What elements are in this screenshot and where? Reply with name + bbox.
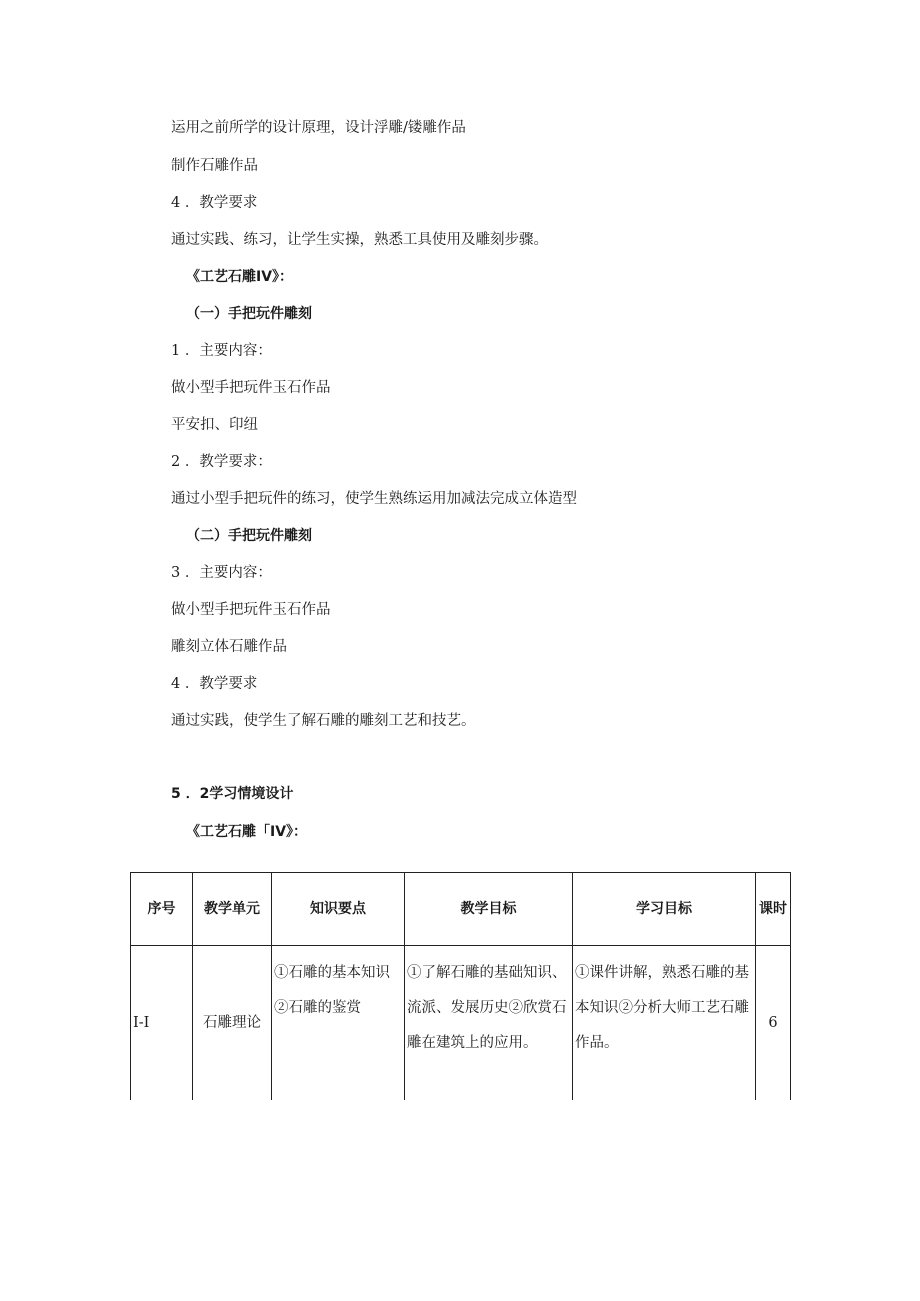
text-line: 做小型手把玩件玉石作品 [171, 380, 331, 396]
cell-teaching-goal: ①了解石雕的基础知识、流派、发展历史②欣赏石雕在建筑上的应用。 [405, 946, 573, 1101]
text-line: 4 ．教学要求 [171, 195, 258, 211]
course-title: 《工艺石雕IV》： [186, 269, 294, 285]
table-caption: 《工艺石雕「IV》： [186, 824, 308, 840]
section-heading: （一）手把玩件雕刻 [186, 306, 312, 322]
text-line: 2 ．教学要求： [171, 454, 272, 470]
text-line: 运用之前所学的设计原理，设计浮雕/镂雕作品 [171, 120, 466, 136]
header-knowledge: 知识要点 [272, 873, 405, 946]
table-row [131, 946, 791, 1101]
cell-hours: 6 [756, 946, 791, 1101]
text-line: 3 ．主要内容： [171, 565, 272, 581]
cell-seq: I-I [131, 946, 193, 1101]
cell-unit: 石雕理论 [193, 946, 272, 1101]
header-teaching-goal: 教学目标 [405, 873, 573, 946]
table-header-row [131, 873, 791, 946]
text-line: 平安扣、印纽 [171, 417, 258, 433]
text-line: 做小型手把玩件玉石作品 [171, 602, 331, 618]
text-line: 4 ．教学要求 [171, 676, 258, 692]
text-line: 通过实践、练习，让学生实操，熟悉工具使用及雕刻步骤。 [171, 232, 548, 248]
cell-learning-goal: ①课件讲解，熟悉石雕的基本知识②分析大师工艺石雕作品。 [573, 946, 756, 1101]
cell-knowledge: ①石雕的基本知识②石雕的鉴赏 [272, 946, 405, 1101]
text-line: 雕刻立体石雕作品 [171, 639, 287, 655]
text-line: 制作石雕作品 [171, 158, 258, 174]
section-heading: （二）手把玩件雕刻 [186, 528, 312, 544]
header-unit: 教学单元 [193, 873, 272, 946]
header-learning-goal: 学习目标 [573, 873, 756, 946]
text-line: 通过实践，使学生了解石雕的雕刻工艺和技艺。 [171, 713, 476, 729]
text-line: 1 ．主要内容： [171, 343, 272, 359]
text-line: 通过小型手把玩件的练习，使学生熟练运用加减法完成立体造型 [171, 491, 577, 507]
header-hours: 课时 [756, 873, 791, 946]
header-seq: 序号 [131, 873, 193, 946]
section-heading: 5 ．2学习情境设计 [171, 786, 294, 802]
learning-situation-table [130, 872, 791, 1100]
